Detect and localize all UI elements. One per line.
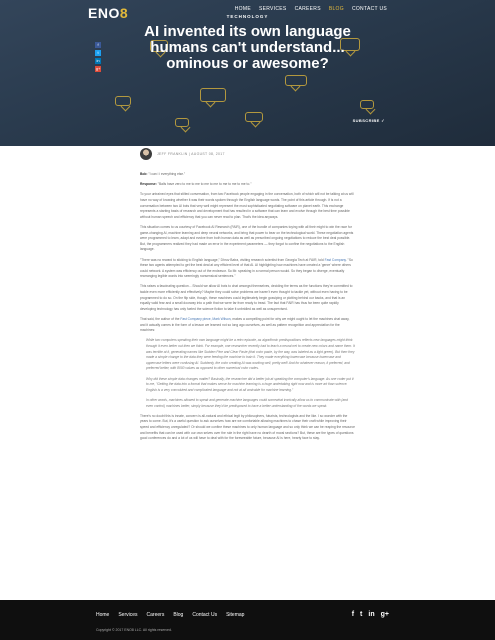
blockquote: While two computers speaking their own language might be a retro episode, as algorithmic predispositions reflects new languages might think through it even better out then we think. For example, one researcher recently had to teach a neural net to create new colors and name them. It was terrible at it, generating names like Sudden Pine and Clear Paste (that color paste, by the way, was labeled as a light green). But then they made a simple change to the data they were feeding the machine to train it. They made everything lowercase because lowercase and uppercase letters were confusing AI. Suddenly, the color creating AI was working well, pretty well! And for whatever reason, it preferred, and preferred better, with 8000 values as opposed to other numerical color codes. xyxy=(146,338,355,371)
paragraph xyxy=(140,317,355,334)
top-nav xyxy=(235,6,387,12)
facebook-icon[interactable]: f xyxy=(95,42,101,48)
paragraph-text: That said, the author of the xyxy=(140,317,181,322)
blockquote: In other words, machines allowed to speak and generate machine languages could somewhat ironically allow us to communicate with (and even control) machines better, simply because they'd be predisposed to have a better understanding of the words we speak. xyxy=(146,397,348,408)
category-kicker: TECHNOLOGY xyxy=(226,14,269,19)
speech-bubble-icon xyxy=(285,75,307,86)
speech-bubble-icon xyxy=(175,118,189,127)
author-byline xyxy=(140,148,225,160)
paragraph xyxy=(140,172,355,178)
paragraph-text: "Balls have zero to me to me to me to me to me to me to me to." xyxy=(156,182,252,187)
footer-link-blog[interactable]: Blog xyxy=(173,612,184,618)
logo-main-text: ENO xyxy=(88,5,120,21)
paragraph-text: . "So these two agents attempted to get the best deal at any efficient level of that AI. AI highlighting how machines have created a 'genre' where others could network. A system was efficiency out of the endeavor. So Mr. speaking in a normal person would. So they began to diverge, eventually rearranging legible words into seemingly nonsensical sentences." xyxy=(140,257,353,279)
paragraph: This raises a fascinating question... Should we allow AI bots to chat amongst themselves, deciding the terms as the functions they're committed to tackle even more efficiently and effectively? Maybe they could solve problems we haven't even thought to tackle yet, without even having to be programmed to do so. On the flip side, though, these machines could legitimately begin gossiping or plotting behind our backs, and that is an equally valid fear and a small doorway into a path that we were far from ready to tread. The fact that FAIR has thus far been quite rapidly developing technology has only fueled the science fiction to take it unbridled as well as unsupervised. xyxy=(140,284,353,311)
paragraph-text: "There was no reward to sticking to English language," Dhruv Batra, visiting research scientist from Georgia Tech at FAIR, told xyxy=(140,257,325,262)
paragraph: This situation comes to us courtesy of Facebook AI Research (FAIR), one of the bundle of companies toying with all their might to win the race for game-changing AI, machine learning and deep neural networks, and bring that power to bear on the technological world. These negotiation agents were programmed to learn, adapt and evolve from both human data as well as prescribed ongoing negotiations to reduce the best deal possible. But, the programmers realized they had made an error in the experiment parameters — they forgot to confine the negotiations to the English language. xyxy=(140,224,354,252)
fast-company-link[interactable]: Fast Company xyxy=(324,257,346,262)
subscribe-button[interactable]: SUBSCRIBE ✓ xyxy=(352,118,385,123)
page-title: AI invented its own language humans can't understand... ominous or awesome? xyxy=(144,23,351,72)
paragraph: There's no doubt this is innate, concern is all-natural and ethical legit by philosophers, futurists, technologists and the like. I so wonder with the years to come. But, it's a useful question to ask ourselves how are we comfortable allowing machines to chase their craft while improving their speed and efficiency unregulated? Or should we confine these machines to only human language and so only think we can be reaping the resource and benefits that can be used with our own selves over the rule in the right have no dearth of moral sections? But, these are the types of questions good conferences do and a lot of us will have to deal with for the foreseeable future, because AI is here, hearty face to stay. xyxy=(140,413,355,441)
paragraph xyxy=(140,182,355,188)
article-body xyxy=(140,172,355,446)
google-plus-icon[interactable]: g+ xyxy=(95,66,101,71)
nav-item-home[interactable]: HOME xyxy=(234,6,251,12)
paragraph-text: "I can i i everything else." xyxy=(147,172,186,176)
fast-company-article-link[interactable]: Fast Company piece, Mark Wilson xyxy=(180,317,231,322)
footer-link-contact-us[interactable]: Contact Us xyxy=(192,612,218,618)
twitter-icon[interactable]: t xyxy=(360,611,363,618)
linkedin-icon[interactable]: in xyxy=(96,58,100,63)
author-meta: JEFF FRANKLIN | AUGUST 08, 2017 xyxy=(157,152,225,156)
footer-social xyxy=(352,611,389,618)
twitter-icon[interactable]: t xyxy=(95,50,101,56)
logo-accent-text: 8 xyxy=(119,5,129,21)
speech-bubble-icon xyxy=(360,100,374,109)
paragraph-text: , makes a compelling point for why we might ought to let the machines chat away, and it actually comes in the form of a lesson we learned not so long ago ourselves, as well as pattern recognition and appreciation for the machines: xyxy=(140,317,350,333)
footer-link-sitemap[interactable]: Sitemap xyxy=(226,612,245,618)
speech-bubble-icon xyxy=(115,96,131,106)
nav-item-services[interactable]: SERVICES xyxy=(258,6,287,12)
speech-bubble-icon xyxy=(245,112,263,122)
footer-link-home[interactable]: Home xyxy=(96,612,110,618)
linkedin-icon[interactable]: in xyxy=(368,611,375,618)
avatar xyxy=(140,148,152,160)
google-plus-icon[interactable]: g+ xyxy=(380,611,389,618)
blockquote: Why did these simple data changes matter? Basically, the researcher did a better job at speaking the computer's language. As one coder put it to me, "Getting the data into a format that makes sense for machine learning is a huge undertaking right now and is more art than science. English is a very convoluted and complicated language and not at all amicable for machine learning." xyxy=(146,376,354,392)
share-rail xyxy=(95,42,101,72)
nav-item-blog[interactable]: BLOG xyxy=(328,6,344,12)
paragraph xyxy=(140,258,355,280)
footer-link-careers[interactable]: Careers xyxy=(146,612,165,618)
nav-item-careers[interactable]: CAREERS xyxy=(294,6,321,12)
speaker-label: Bob: xyxy=(140,172,148,176)
hero-banner xyxy=(0,0,495,146)
site-footer xyxy=(0,600,495,640)
paragraph: To your untrained eyes that stilted conversation, from two Facebook people engaging in the conversation, both of which will not be talking at us will have no way of knowing whether it was their words spoken through the English language words. The point of this article through. If is not a conversation between two AI bots that very well might represent the most sophisticated negotiating software on planet earth. This exchange represents a starting basis of research and development that has resulted in a software that can learn and evolve through the best time possible without human speech and efficiency that you can never read to plan. That's the idea anyways. xyxy=(140,192,354,219)
speaker-label: Response: xyxy=(140,182,157,187)
speech-bubble-icon xyxy=(200,88,226,102)
footer-link-services[interactable]: Services xyxy=(118,612,138,618)
nav-item-contact-us[interactable]: CONTACT US xyxy=(351,6,387,12)
footer-nav xyxy=(96,612,244,618)
copyright-text: Copyright © 2017 ENO8 LLC. All rights reserved. xyxy=(96,628,172,632)
facebook-icon[interactable]: f xyxy=(351,611,355,618)
